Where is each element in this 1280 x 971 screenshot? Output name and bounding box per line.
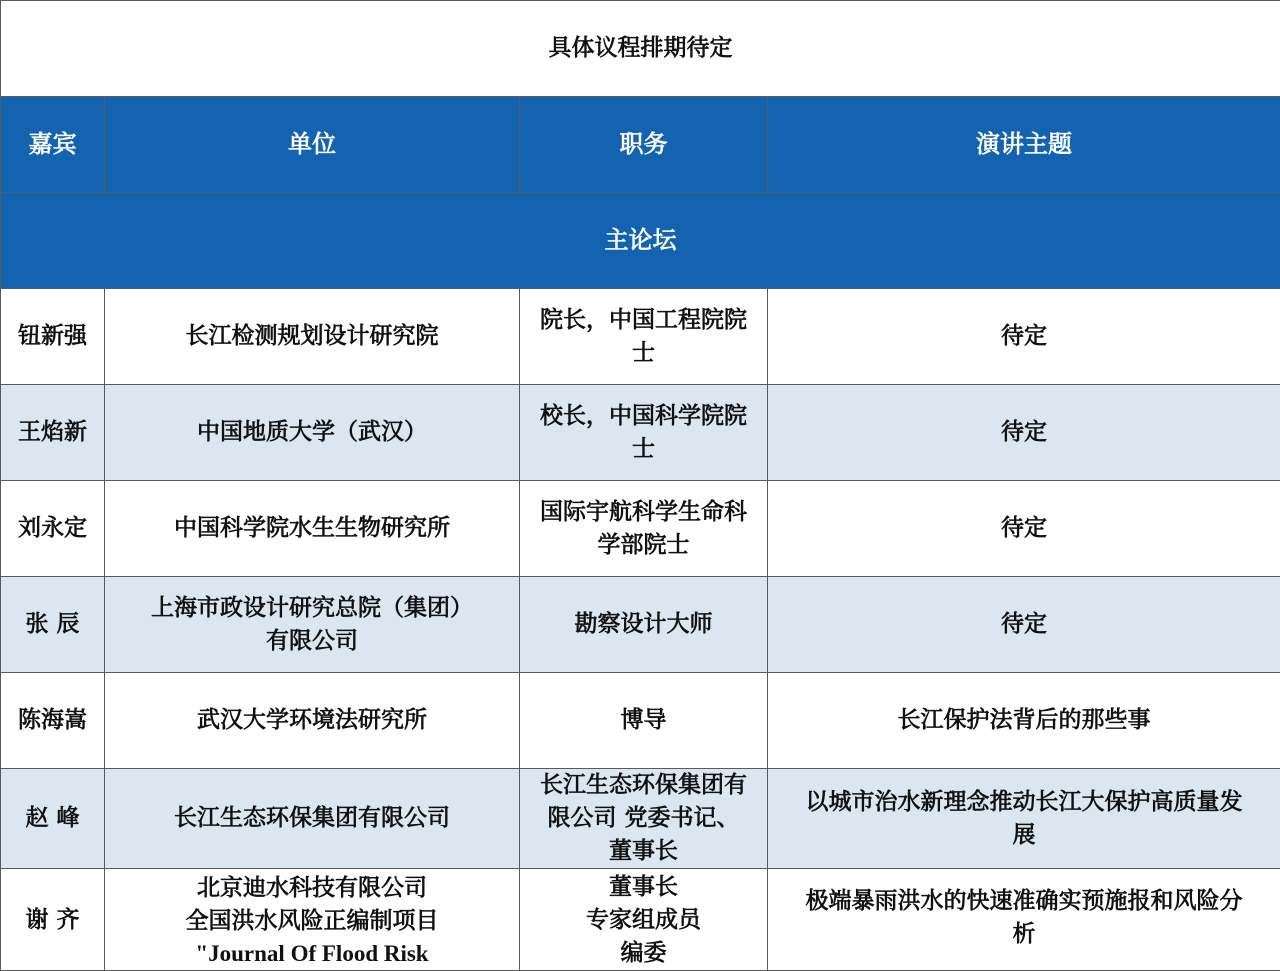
guest-organization: 长江检测规划设计研究院 xyxy=(105,289,520,385)
guest-organization: 北京迪水科技有限公司 全国洪水风险正编制项目 "Journal Of Flood Risk xyxy=(105,869,520,971)
guest-organization: 上海市政设计研究总院（集团） 有限公司 xyxy=(105,577,520,673)
header-row xyxy=(1,97,1280,193)
table-row xyxy=(1,673,1280,769)
guest-name: 陈海嵩 xyxy=(1,673,105,769)
guest-organization: 武汉大学环境法研究所 xyxy=(105,673,520,769)
guest-name: 谢 齐 xyxy=(1,869,105,971)
header-topic: 演讲主题 xyxy=(768,97,1280,193)
guest-position: 勘察设计大师 xyxy=(520,577,768,673)
speech-topic: 极端暴雨洪水的快速准确实预施报和风险分 析 xyxy=(768,869,1280,971)
speech-topic: 以城市治水新理念推动长江大保护高质量发 展 xyxy=(768,769,1280,869)
header-guest: 嘉宾 xyxy=(1,97,105,193)
guest-position: 博导 xyxy=(520,673,768,769)
table-row xyxy=(1,481,1280,577)
guest-name: 张 辰 xyxy=(1,577,105,673)
speech-topic: 待定 xyxy=(768,481,1280,577)
header-organization: 单位 xyxy=(105,97,520,193)
guest-organization: 中国地质大学（武汉） xyxy=(105,385,520,481)
speech-topic: 待定 xyxy=(768,577,1280,673)
section-title: 主论坛 xyxy=(1,193,1280,289)
title-row xyxy=(1,1,1280,97)
agenda-title: 具体议程排期待定 xyxy=(1,1,1280,97)
guest-position: 长江生态环保集团有 限公司 党委书记、 董事长 xyxy=(520,769,768,869)
guest-position: 董事长 专家组成员 编委 xyxy=(520,869,768,971)
guest-name: 刘永定 xyxy=(1,481,105,577)
guest-organization: 长江生态环保集团有限公司 xyxy=(105,769,520,869)
section-row xyxy=(1,193,1280,289)
guest-position: 国际宇航科学生命科 学部院士 xyxy=(520,481,768,577)
speech-topic: 长江保护法背后的那些事 xyxy=(768,673,1280,769)
guest-name: 钮新强 xyxy=(1,289,105,385)
table-row xyxy=(1,289,1280,385)
table-row xyxy=(1,769,1280,869)
guest-name: 王焰新 xyxy=(1,385,105,481)
table-row xyxy=(1,869,1280,971)
guest-organization: 中国科学院水生生物研究所 xyxy=(105,481,520,577)
guest-position: 校长，中国科学院院 士 xyxy=(520,385,768,481)
speech-topic: 待定 xyxy=(768,289,1280,385)
table-row xyxy=(1,577,1280,673)
guest-position: 院长，中国工程院院 士 xyxy=(520,289,768,385)
header-position: 职务 xyxy=(520,97,768,193)
speech-topic: 待定 xyxy=(768,385,1280,481)
table-row xyxy=(1,385,1280,481)
guest-name: 赵 峰 xyxy=(1,769,105,869)
